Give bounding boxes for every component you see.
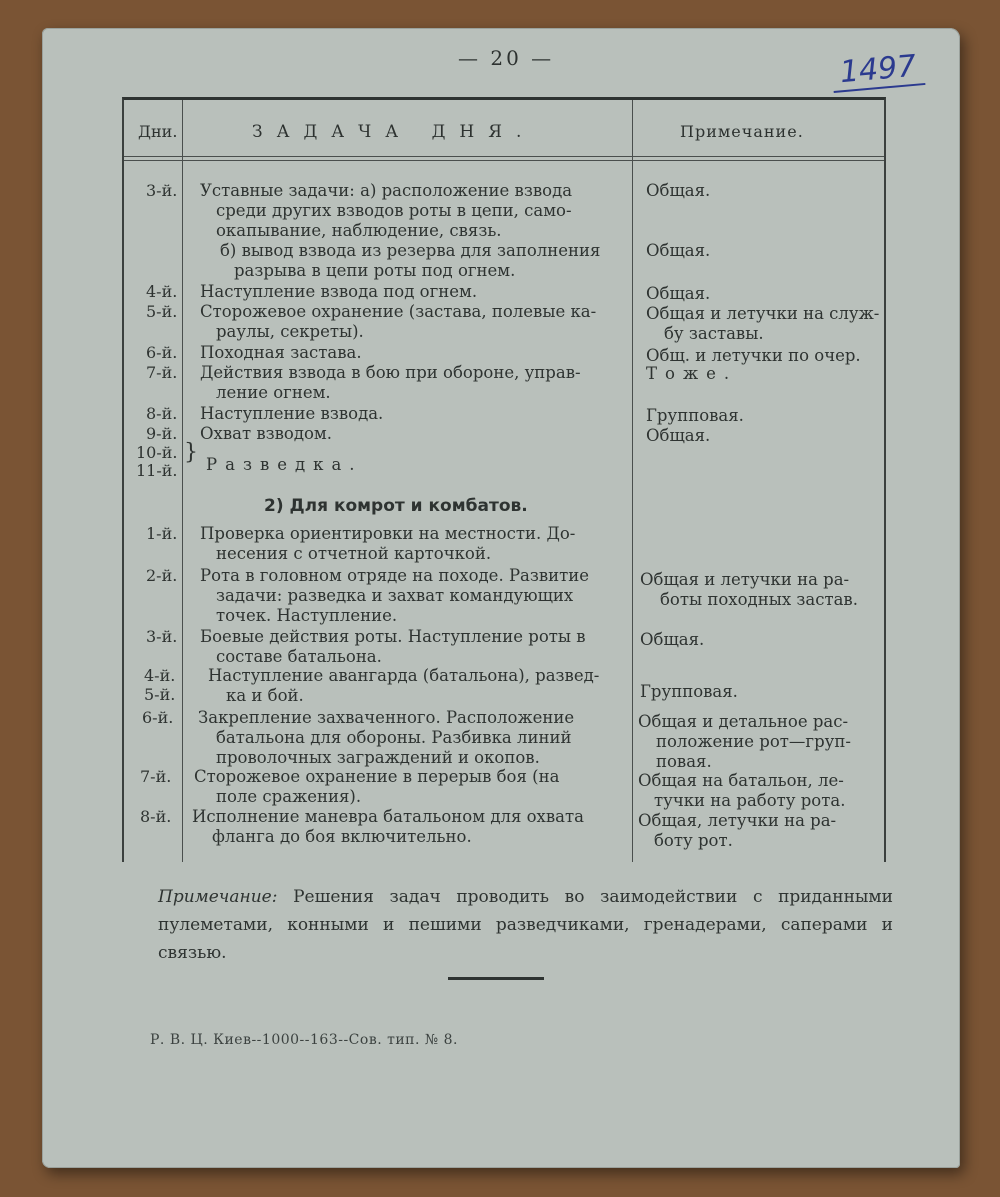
row-task-line: задачи: разведка и захват командующих [216,586,574,605]
row-task-line: Боевые действия роты. Наступление роты в [200,627,586,646]
row-task-line: Наступление авангарда (батальона), развед- [208,666,600,685]
row-task-line: б) вывод взвода из резерва для заполнения [220,241,601,260]
row-task-line: точек. Наступление. [216,606,398,625]
row-day: 7-й. [146,363,178,382]
row-task-line: Исполнение маневра батальоном для охвата [192,807,584,826]
header-divider [124,156,884,161]
row-task-line: Охват взводом. [200,424,333,443]
row-task-line: несения с отчетной карточкой. [216,544,492,563]
row-day: 8-й. [140,807,172,826]
row-day: 5-й. [146,302,178,321]
closing-rule [448,977,544,980]
row-day: 3-й. [146,181,178,200]
row-task-line: Наступление взвода. [200,404,384,423]
row-task-line: разрыва в цепи роты под огнем. [234,261,516,280]
header-note: Примечание. [680,122,804,141]
row-task-line: ление огнем. [216,383,331,402]
row-task-line: фланга до боя включительно. [212,827,472,846]
row-task-line: составе батальона. [216,647,382,666]
row-note: Общая. [646,284,711,303]
row-day: 3-й. [146,627,178,646]
row-note: Групповая. [646,406,744,425]
row-task-line: Наступление взвода под огнем. [200,282,478,301]
row-note: бу заставы. [664,324,764,343]
row-day: 9-й. [146,424,178,443]
schedule-table [122,97,886,862]
row-task-line: Походная застава. [200,343,362,362]
row-note: Тоже. [646,364,738,383]
row-task-line: Уставные задачи: а) расположение взвода [200,181,573,200]
header-days: Дни. [138,122,178,141]
row-note: Общ. и летучки по очер. [646,346,861,365]
row-task-line: поле сражения). [216,787,362,806]
row-task-line: раулы, секреты). [216,322,364,341]
row-day: 6-й. [146,343,178,362]
row-note: Общая. [646,241,711,260]
row-task-line: ка и бой. [226,686,304,705]
row-task-line: Разведка. [206,455,363,474]
row-note: Общая. [646,181,711,200]
column-divider-days [182,100,183,862]
handwritten-inventory-mark: 1497 [831,48,926,93]
section-title: 2) Для комрот и комбатов. [264,496,528,516]
row-task-line: проволочных заграждений и окопов. [216,748,540,767]
row-day: 4-й. [146,282,178,301]
row-note: боту рот. [654,831,733,850]
row-task-line: Сторожевое охранение в перерыв боя (на [194,767,560,786]
bracket: } [184,440,198,465]
row-note: Общая и летучки на ра- [640,570,850,589]
row-note: Общая и летучки на служ- [646,304,880,323]
row-note: Общая. [646,426,711,445]
row-note: Общая на батальон, ле- [638,771,844,790]
row-note: боты походных застав. [660,590,858,609]
row-task-line: среди других взводов роты в цепи, само- [216,201,572,220]
row-note: положение рот—груп- [656,732,851,751]
row-day: 8-й. [146,404,178,423]
footnote-text: Решения задач проводить во заимодействии с приданными пулеметами, конными и пешими разведчиками, гренадерами, саперами и связью. [158,887,893,963]
row-task-line: батальона для обороны. Разбивка линий [216,728,572,747]
row-note: Общая и детальное рас- [638,712,849,731]
header-task: ЗАДАЧА ДНЯ. [252,122,536,142]
row-task-line: окапывание, наблюдение, связь. [216,221,502,240]
row-day: 6-й. [142,708,174,727]
row-note: тучки на работу рота. [654,791,846,810]
row-note: Общая. [640,630,705,649]
row-day: 4-й. [144,666,176,685]
row-task-line: Рота в головном отряде на походе. Развитие [200,566,590,585]
row-day: 10-й. [136,443,178,462]
row-note: повая. [656,752,712,771]
row-day: 7-й. [140,767,172,786]
row-task-line: Закрепление захваченного. Расположение [198,708,575,727]
row-day: 11-й. [136,461,178,480]
printer-imprint: Р. В. Ц. Киев--1000--163--Сов. тип. № 8. [150,1032,458,1048]
row-note: Общая, летучки на ра- [638,811,837,830]
row-task-line: Проверка ориентировки на местности. До- [200,524,576,543]
page-number: — 20 — [458,46,555,70]
footnote [158,883,893,967]
footnote-label: Примечание: [158,887,278,907]
row-day: 1-й. [146,524,178,543]
row-day: 5-й. [144,685,176,704]
row-task-line: Сторожевое охранение (застава, полевые ка- [200,302,597,321]
row-day: 2-й. [146,566,178,585]
row-note: Групповая. [640,682,738,701]
row-task-line: Действия взвода в бою при обороне, управ- [200,363,581,382]
column-divider-note [632,100,633,862]
